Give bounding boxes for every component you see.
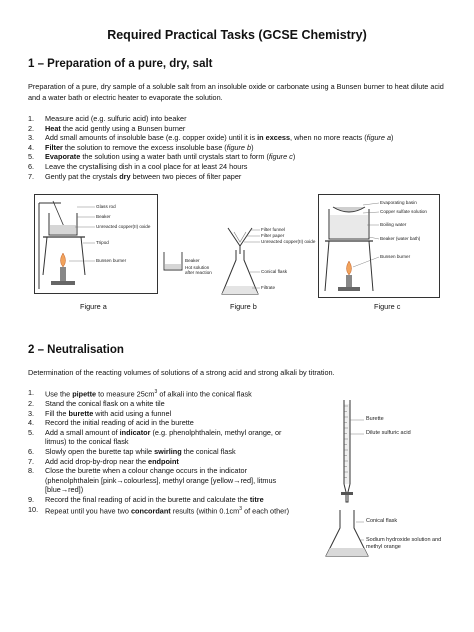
label-bunsen-burner-c: Bunsen burner bbox=[380, 254, 411, 259]
figure-b-drawing bbox=[160, 222, 310, 304]
label-filter-paper: Filter paper bbox=[261, 233, 285, 238]
section-1-heading: 1 – Preparation of a pure, dry, salt bbox=[28, 58, 213, 70]
section-2-step: 10. Repeat until you have two concordant results (within $0.1cm^3$ of each other) bbox=[28, 504, 290, 515]
figure-b bbox=[160, 222, 316, 304]
label-burette: Burette bbox=[366, 416, 384, 422]
label-glass-rod: Glass rod bbox=[96, 204, 116, 209]
label-boiling-water: Boiling water bbox=[380, 222, 407, 227]
section-2-step: 4. Record the initial reading of acid in the burette bbox=[28, 418, 194, 428]
section-2-step: 8. Close the burette when a colour change occurs in the indicator (phenolphthalein [pink→colourless], methyl orange [yellow→red], litmus [blue→red]) bbox=[28, 466, 277, 495]
section-1-step: 1. Measure acid (e.g. sulfuric acid) into beaker bbox=[28, 114, 187, 123]
section-2-steps bbox=[28, 388, 289, 516]
section-1-intro: Preparation of a pure, dry sample of a soluble salt from an insoluble oxide or carbonate using a Bunsen burner to heat dilute acid and a water bath or electric heater to evaporate the solution. bbox=[28, 82, 444, 102]
label-unreacted-oxide: Unreacted copper(II) oxide bbox=[96, 224, 151, 229]
section-1-step: 5. Evaporate the solution using a water bath until crystals start to form (figure c) bbox=[28, 152, 296, 162]
section-2-step: 2. Stand the conical flask on a white tile bbox=[28, 399, 165, 409]
label-evaporating-basin: Evaporating basin bbox=[380, 200, 417, 205]
label-sodium-hydroxide: Sodium hydroxide solution and methyl orange bbox=[366, 537, 442, 550]
section-1-step: 4. Filter the solution to remove the excess insoluble base (figure b) bbox=[28, 142, 254, 152]
section-2-step: 6. Slowly open the burette tap while swirling the conical flask bbox=[28, 446, 236, 456]
page-title: Required Practical Tasks (GCSE Chemistry) bbox=[107, 28, 367, 42]
section-2-step: 7. Add acid drop-by-drop near the endpoint bbox=[28, 456, 179, 466]
label-hot-solution: Hot solution after reaction bbox=[185, 265, 212, 275]
section-2-step: 3. Fill the burette with acid using a funnel bbox=[28, 408, 172, 418]
section-1-step: 7. Gently pat the crystals dry between two pieces of filter paper bbox=[28, 171, 242, 181]
titration-figure bbox=[320, 398, 450, 566]
label-beaker-water-bath: Beaker (water bath) bbox=[380, 236, 421, 241]
section-1-step: 6. Leave the crystallising dish in a cool place for at least 24 hours bbox=[28, 161, 248, 171]
label-tripod: Tripod bbox=[96, 240, 109, 245]
figure-a bbox=[34, 194, 158, 294]
section-2-intro: Determination of the reacting volumes of solutions of a strong acid and strong alkali by titration. bbox=[28, 368, 335, 377]
label-copper-sulfate-solution: Copper sulfate solution bbox=[380, 209, 427, 214]
label-filter-funnel: Filter funnel bbox=[261, 227, 286, 232]
label-filtrate: Filtrate bbox=[261, 285, 276, 290]
figure-a-caption: Figure a bbox=[80, 302, 107, 311]
label-conical-flask-b: Conical flask bbox=[261, 269, 288, 274]
section-2-step: 5. Add a small amount of indicator (e.g. phenolphthalein, methyl orange, or litmus) to the conical flask bbox=[28, 427, 282, 447]
section-1-steps bbox=[28, 114, 393, 181]
section-1-step: 2. Heat the acid gently using a Bunsen burner bbox=[28, 123, 186, 133]
section-2-step: 9. Record the final reading of acid in the burette and calculate the titre bbox=[28, 494, 264, 504]
section-1-step: 3. Add small amounts of insoluble base (e.g. copper oxide) until it is in excess, when no more reacts (figure a) bbox=[28, 133, 394, 143]
label-dilute-sulfuric-acid: Dilute sulfuric acid bbox=[366, 430, 411, 436]
section-2-heading: 2 – Neutralisation bbox=[28, 344, 124, 356]
label-beaker: Beaker bbox=[96, 214, 111, 219]
figure-b-caption: Figure b bbox=[230, 302, 257, 311]
label-bunsen-burner: Bunsen burner bbox=[96, 258, 127, 263]
section-2-step: 1. Use the pipette to measure $25cm^3$ of alkali into the conical flask bbox=[28, 388, 252, 399]
label-unreacted-oxide-b: Unreacted copper(II) oxide bbox=[261, 239, 316, 244]
figure-c bbox=[318, 194, 440, 298]
label-conical-flask: Conical flask bbox=[366, 518, 398, 524]
figure-c-caption: Figure c bbox=[374, 302, 401, 311]
figure-a-drawing bbox=[35, 195, 159, 295]
label-beaker-b: Beaker bbox=[185, 258, 200, 263]
